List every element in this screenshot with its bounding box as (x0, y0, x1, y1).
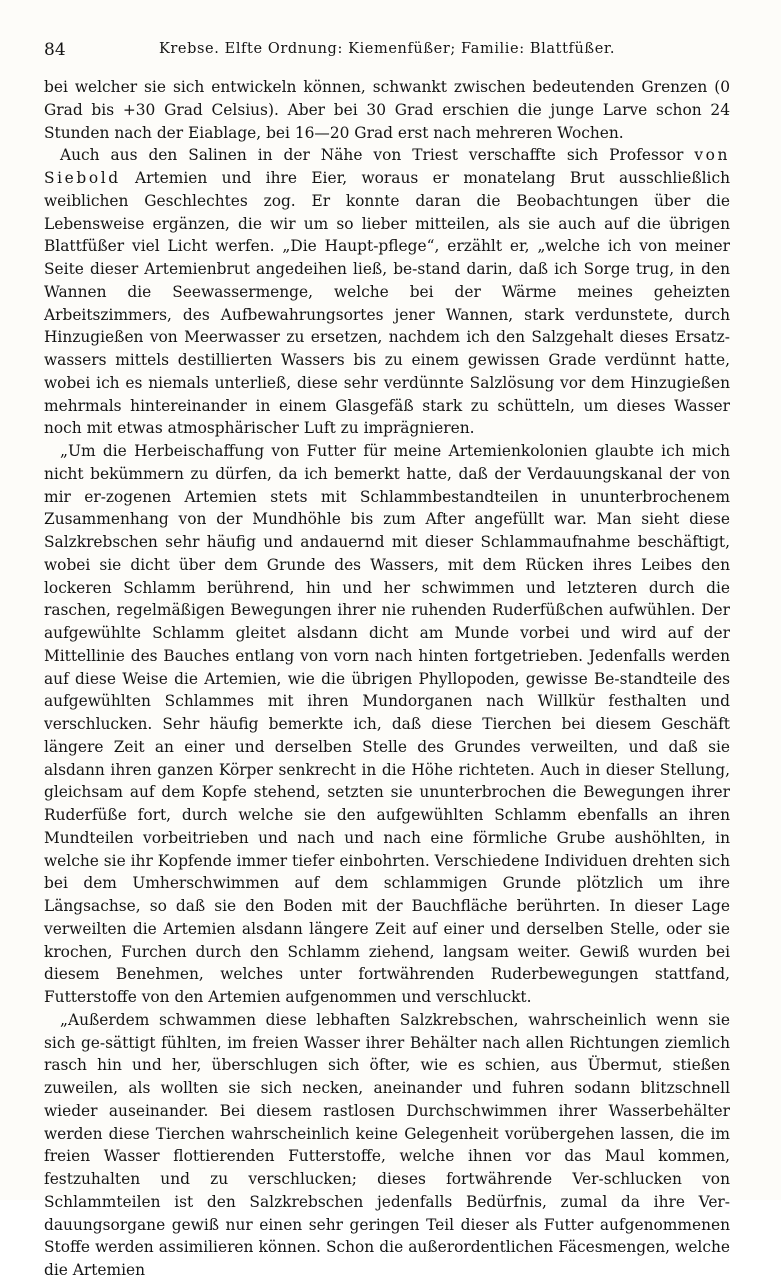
body-text (44, 76, 730, 1282)
author-name: von Siebold (44, 146, 730, 187)
paragraph-2-rest: Artemien und ihre Eier, woraus er monatelang Brut ausschließlich weiblichen Geschlechtes zog. Er konnte daran die Beobachtungen über die Lebensweise ergänzen, die wir um so lieber mitteilen, als sie auch auf die übrigen Blattfüßer viel Licht werfen. „Die Haupt-pflege“, erzählt er, „welche ich von meiner Seite dieser Artemienbrut angedeihen ließ, be-stand darin, daß ich Sorge trug, in den Wannen die Seewassermenge, welche bei der Wärme meines geheizten Arbeitszimmers, des Aufbewahrungsortes jener Wannen, stark verdunstete, durch Hinzugießen von Meerwasser zu ersetzen, nachdem ich den Salzgehalt dieses Ersatz-wassers mittels destillierten Wassers bis zu einem gewissen Grade verdünnt hatte, wobei ich es niemals unterließ, diese sehr verdünnte Salzlösung vor dem Hinzugießen mehrmals hintereinander in einem Glasgefäß stark zu schütteln, um dieses Wasser noch mit etwas atmosphärischer Luft zu imprägnieren. (44, 169, 730, 438)
page-number: 84 (44, 40, 66, 60)
paragraph-1: bei welcher sie sich entwickeln können, schwankt zwischen bedeutenden Grenzen (0 Grad bis +30 Grad Celsius). Aber bei 30 Grad erschien die junge Larve schon 24 Stunden nach der Eiablage, bei 16—20 Grad erst nach mehreren Wochen. (44, 78, 730, 142)
paragraph-4: „Außerdem schwammen diese lebhaften Salzkrebschen, wahrscheinlich wenn sie sich ge-sättigt fühlten, im freien Wasser ihrer Behälter nach allen Richtungen ziemlich rasch hin und her, überschlugen sich öfter, wie es schien, aus Übermut, stießen zuweilen, als wollten sie sich necken, aneinander und fuhren sodann blitzschnell wieder auseinander. Bei diesem rastlosen Durchschwimmen ihrer Wasserbehälter werden diese Tierchen wahrscheinlich keine Gelegenheit vorübergehen lassen, die im freien Wasser flottierenden Futterstoffe, welche ihnen vor das Maul kommen, festzuhalten und zu verschlucken; dieses fortwährende Ver-schlucken von Schlammteilen ist den Salzkrebschen jedenfalls Bedürfnis, zumal da ihre Ver-dauungsorgane gewiß nur einen sehr geringen Teil dieser als Futter aufgenommenen Stoffe werden assimilieren können. Schon die außerordentlichen Fäcesmengen, welche die Artemien (44, 1010, 730, 1279)
page-header (44, 40, 730, 66)
paragraph-3: „Um die Herbeischaffung von Futter für meine Artemienkolonien glaubte ich mich nicht bekümmern zu dürfen, da ich bemerkt hatte, daß der Verdauungskanal der von mir er-zogenen Artemien stets mit Schlammbestandteilen in ununterbrochenem Zusammenhang von der Mundhöhle bis zum After angefüllt war. Man sieht diese Salzkrebschen sehr häufig und andauernd mit dieser Schlammaufnahme beschäftigt, wobei sie dicht über dem Grunde des Wassers, mit dem Rücken ihres Leibes den lockeren Schlamm berührend, hin und her schwimmen und letzteren durch die raschen, regelmäßigen Bewegungen ihrer nie ruhenden Ruderfüßchen aufwühlen. Der aufgewühlte Schlamm gleitet alsdann dicht am Munde vorbei und wird auf der Mittellinie des Bauches entlang von vorn nach hinten fortgetrieben. Jedenfalls werden auf diese Weise die Artemien, wie die übrigen Phyllopoden, gewisse Be-standteile des aufgewühlten Schlammes mit ihren Mundorganen nach Willkür festhalten und verschlucken. Sehr häufig bemerkte ich, daß diese Tierchen bei diesem Geschäft längere Zeit an einer und derselben Stelle des Grundes verweilten, und daß sie alsdann ihren ganzen Körper senkrecht in die Höhe richteten. Auch in dieser Stellung, gleichsam auf dem Kopfe stehend, setzten sie ununterbrochen die Bewegungen ihrer Ruderfüße fort, durch welche sie den aufgewühlten Schlamm ebenfalls an ihren Mundteilen vorbeitrieben und nach und nach eine förmliche Grube aushöhlten, in welche sie ihr Kopfende immer tiefer einbohrten. Verschiedene Individuen drehten sich bei dem Umherschwimmen auf dem schlammigen Grunde plötzlich um ihre Längsachse, so daß sie den Boden mit der Bauchfläche berührten. In dieser Lage verweilten die Artemien alsdann längere Zeit auf einer und derselben Stelle, oder sie krochen, Furchen durch den Schlamm ziehend, langsam weiter. Gewiß wurden bei diesem Benehmen, welches unter fortwährenden Ruderbewegungen stattfand, Futterstoffe von den Artemien aufgenommen und verschluckt. (44, 442, 730, 1006)
paragraph-2-start: Auch aus den Salinen in der Nähe von Triest verschaffte sich Professor (60, 146, 695, 165)
running-head: Krebse. Elfte Ordnung: Kiemenfüßer; Familie: Blattfüßer. (158, 41, 616, 57)
paragraph-2 (44, 144, 730, 440)
